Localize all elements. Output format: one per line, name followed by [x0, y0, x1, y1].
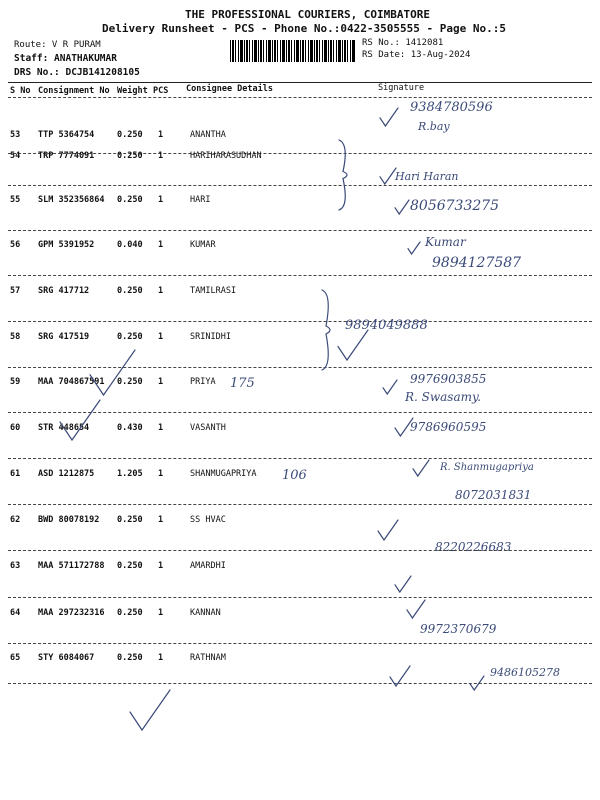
- row-separator: [8, 504, 592, 505]
- row-sno: 60: [10, 423, 21, 433]
- check-mark-icon: [470, 676, 484, 690]
- staff-label: Staff: ANATHAKUMAR: [14, 53, 117, 64]
- row-sno: 57: [10, 286, 21, 296]
- check-mark-icon: [380, 108, 398, 126]
- row-weight: 0.250: [117, 286, 143, 296]
- row-weight: 0.250: [117, 332, 143, 342]
- check-mark-icon: [130, 690, 170, 730]
- row-consignment: SLM 352356864: [38, 195, 105, 205]
- col-consignment: Consignment No: [38, 86, 110, 96]
- row-consignment: BWD 80078192: [38, 515, 100, 525]
- handwritten-signature: 9894049888: [345, 318, 428, 333]
- row-weight: 0.250: [117, 515, 143, 525]
- col-signature: Signature: [378, 83, 425, 93]
- company-name: THE PROFESSIONAL COURIERS, COIMBATORE: [185, 8, 431, 21]
- row-sno: 56: [10, 240, 21, 250]
- row-sno: 54: [10, 151, 21, 161]
- row-weight: 0.250: [117, 653, 143, 663]
- row-weight: 0.250: [117, 130, 143, 140]
- row-consignee: HARI: [190, 195, 211, 205]
- check-mark-icon: [60, 400, 100, 440]
- check-mark-icon: [413, 460, 429, 476]
- row-pcs: 1: [158, 151, 164, 161]
- row-weight: 0.250: [117, 151, 143, 161]
- row-separator: [8, 550, 592, 551]
- row-consignee: SS HVAC: [190, 515, 226, 525]
- handwritten-signature: Kumar: [425, 235, 466, 249]
- row-separator: [8, 597, 592, 598]
- handwritten-signature: R.bay: [418, 120, 450, 133]
- row-consignee: TAMILRASI: [190, 286, 237, 296]
- bracket-mark: [318, 290, 338, 370]
- barcode: [230, 40, 355, 62]
- row-consignee: SHANMUGAPRIYA: [190, 469, 257, 479]
- rs-number: RS No.: 1412081: [362, 38, 444, 48]
- handwritten-signature: R. Swasamy.: [405, 390, 482, 404]
- check-mark-icon: [383, 380, 397, 394]
- row-pcs: 1: [158, 515, 164, 525]
- row-pcs: 1: [158, 561, 164, 571]
- handwritten-signature: 9976903855: [410, 372, 487, 386]
- row-consignee: VASANTH: [190, 423, 226, 433]
- row-separator: [8, 321, 592, 322]
- handwritten-signature: Hari Haran: [395, 170, 459, 183]
- row-separator: [8, 185, 592, 186]
- row-sno: 55: [10, 195, 21, 205]
- row-consignment: TTP 5364754: [38, 130, 95, 140]
- check-mark-icon: [407, 600, 425, 618]
- row-pcs: 1: [158, 332, 164, 342]
- margin-note-175: 175: [230, 376, 255, 391]
- rs-date: RS Date: 13-Aug-2024: [362, 50, 471, 60]
- row-pcs: 1: [158, 423, 164, 433]
- row-consignee: PRIYA: [190, 377, 216, 387]
- margin-note-106: 106: [282, 468, 307, 483]
- row-consignee: HARIHARASUDHAN: [190, 151, 262, 161]
- runsheet-title: Delivery Runsheet - PCS - Phone No.:0422-3505555 - Page No.:5: [102, 22, 506, 35]
- row-weight: 0.250: [117, 195, 143, 205]
- handwritten-signature: R. Shanmugapriya: [440, 462, 534, 473]
- check-mark-icon: [395, 200, 409, 214]
- row-separator: [8, 643, 592, 644]
- row-sno: 62: [10, 515, 21, 525]
- check-mark-icon: [395, 418, 413, 436]
- row-consignee: ANANTHA: [190, 130, 226, 140]
- handwritten-signature: 8220226683: [435, 540, 512, 554]
- row-separator: [8, 153, 592, 154]
- row-pcs: 1: [158, 469, 164, 479]
- row-consignee: KANNAN: [190, 608, 221, 618]
- handwritten-signature: 9894127587: [432, 255, 522, 271]
- handwritten-signature: 9972370679: [420, 622, 497, 636]
- route-label: Route: V R PURAM: [14, 40, 101, 50]
- header-bottom-rule: [8, 97, 592, 98]
- check-mark-icon: [408, 242, 420, 254]
- row-sno: 63: [10, 561, 21, 571]
- check-mark-icon: [338, 330, 368, 360]
- bracket-mark: [335, 140, 355, 210]
- check-mark-icon: [395, 576, 411, 592]
- row-weight: 0.250: [117, 561, 143, 571]
- row-consignment: TRP 7774091: [38, 151, 95, 161]
- check-mark-icon: [390, 666, 410, 686]
- row-sno: 58: [10, 332, 21, 342]
- row-pcs: 1: [158, 240, 164, 250]
- row-weight: 0.040: [117, 240, 143, 250]
- col-sno: S No: [10, 86, 31, 96]
- row-sno: 65: [10, 653, 21, 663]
- handwritten-signature: 8056733275: [410, 198, 500, 214]
- row-consignee: KUMAR: [190, 240, 216, 250]
- row-separator: [8, 683, 592, 684]
- row-consignment: GPM 5391952: [38, 240, 95, 250]
- row-sno: 64: [10, 608, 21, 618]
- row-consignee: RATHNAM: [190, 653, 226, 663]
- row-consignment: SRG 417712: [38, 286, 90, 296]
- check-mark-icon: [90, 350, 135, 395]
- handwritten-signature: 9786960595: [410, 420, 487, 434]
- row-pcs: 1: [158, 377, 164, 387]
- row-separator: [8, 275, 592, 276]
- row-separator: [8, 230, 592, 231]
- row-consignment: MAA 571172788: [38, 561, 105, 571]
- row-weight: 0.250: [117, 377, 143, 387]
- row-sno: 61: [10, 469, 21, 479]
- row-weight: 1.205: [117, 469, 143, 479]
- row-weight: 0.430: [117, 423, 143, 433]
- row-consignment: STR 448654: [38, 423, 90, 433]
- row-consignee: AMARDHI: [190, 561, 226, 571]
- row-sno: 53: [10, 130, 21, 140]
- row-consignment: SRG 417519: [38, 332, 90, 342]
- row-pcs: 1: [158, 608, 164, 618]
- row-pcs: 1: [158, 130, 164, 140]
- row-weight: 0.250: [117, 608, 143, 618]
- col-pcs: PCS: [153, 86, 169, 96]
- check-mark-icon: [380, 168, 396, 184]
- col-weight: Weight: [117, 86, 148, 96]
- handwritten-signature: 9384780596: [410, 100, 493, 115]
- row-pcs: 1: [158, 653, 164, 663]
- row-consignment: ASD 1212875: [38, 469, 95, 479]
- handwritten-signature: 8072031831: [455, 488, 532, 502]
- row-consignee: SRINIDHI: [190, 332, 231, 342]
- handwritten-signature: 9486105278: [490, 666, 560, 679]
- drs-number: DRS No.: DCJB141208105: [14, 67, 140, 78]
- row-pcs: 1: [158, 195, 164, 205]
- row-sno: 59: [10, 377, 21, 387]
- row-consignment: MAA 704867591: [38, 377, 105, 387]
- row-consignment: MAA 297232316: [38, 608, 105, 618]
- check-mark-icon: [378, 520, 398, 540]
- header-top-rule: [8, 82, 592, 83]
- row-separator: [8, 458, 592, 459]
- row-consignment: STY 6084067: [38, 653, 95, 663]
- row-pcs: 1: [158, 286, 164, 296]
- col-consignee: Consignee Details: [186, 84, 273, 94]
